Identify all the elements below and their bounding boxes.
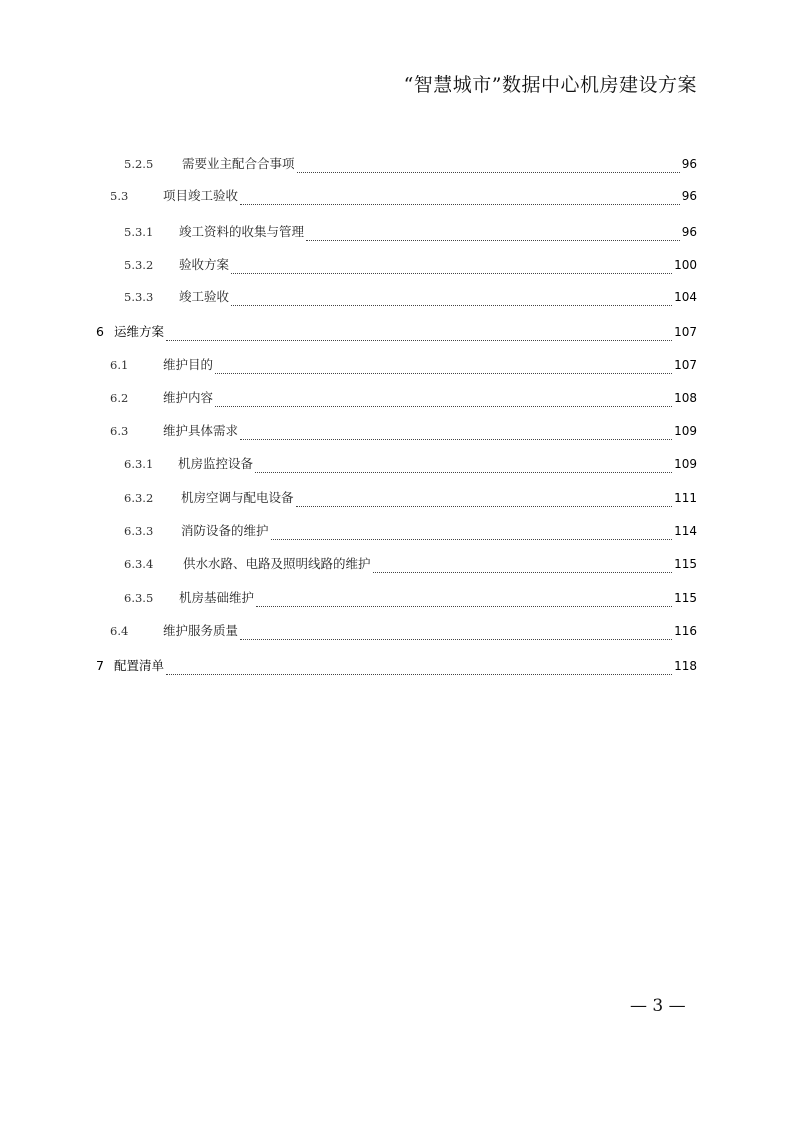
toc-entry-number: 6.4 <box>110 624 129 638</box>
toc-entry[interactable] <box>124 287 697 309</box>
toc-entry-page: 118 <box>674 659 697 673</box>
toc-entry-label: 配置清单 <box>114 658 165 673</box>
toc-entry-label: 消防设备的维护 <box>181 523 269 538</box>
page-number: — 3 — <box>630 996 686 1016</box>
toc-entry-page: 107 <box>674 325 697 339</box>
toc-entry-number: 6.3 <box>110 424 129 438</box>
toc-entry-page: 114 <box>674 524 697 538</box>
toc-entry-number: 5.3.2 <box>124 258 154 272</box>
toc-entry-number: 5.3 <box>110 189 129 203</box>
toc-entry[interactable] <box>96 322 697 344</box>
leader-dots <box>215 372 672 374</box>
toc-entry-number: 6 <box>96 324 104 339</box>
toc-entry-number: 6.3.2 <box>124 491 154 505</box>
toc-entry-page: 115 <box>674 591 697 605</box>
toc-entry-number: 5.3.3 <box>124 290 154 304</box>
toc-entry[interactable] <box>110 355 697 377</box>
leader-dots <box>256 605 672 607</box>
toc-entry-label: 项目竣工验收 <box>163 188 239 203</box>
toc-entry-page: 109 <box>674 424 697 438</box>
toc-entry-page: 109 <box>674 457 697 471</box>
toc-entry-label: 竣工资料的收集与管理 <box>179 224 305 239</box>
toc-entry-page: 108 <box>674 391 697 405</box>
toc-entry-label: 竣工验收 <box>179 289 230 304</box>
leader-dots <box>306 239 680 241</box>
leader-dots <box>296 505 673 507</box>
leader-dots <box>240 203 680 205</box>
toc-entry[interactable] <box>110 621 697 643</box>
toc-entry-page: 96 <box>681 157 697 171</box>
toc-entry[interactable] <box>124 588 697 610</box>
toc-entry-page: 107 <box>674 358 697 372</box>
toc-entry[interactable] <box>124 154 697 176</box>
toc-entry[interactable] <box>124 255 697 277</box>
toc-entry-label: 维护具体需求 <box>163 423 239 438</box>
toc-entry-page: 111 <box>674 491 697 505</box>
toc-entry-number: 6.3.1 <box>124 457 154 471</box>
toc-entry-label: 需要业主配合合事项 <box>182 156 295 171</box>
leader-dots <box>166 673 672 675</box>
leader-dots <box>240 438 672 440</box>
leader-dots <box>240 638 672 640</box>
toc-entry-label: 机房基础维护 <box>179 590 255 605</box>
leader-dots <box>166 339 672 341</box>
toc-entry-number: 6.1 <box>110 358 129 372</box>
leader-dots <box>373 571 673 573</box>
toc-entry-number: 6.3.3 <box>124 524 154 538</box>
toc-entry-page: 96 <box>681 225 697 239</box>
toc-entry-page: 100 <box>674 258 697 272</box>
toc-entry[interactable] <box>96 656 697 678</box>
toc-entry[interactable] <box>124 554 697 576</box>
toc-entry[interactable] <box>124 222 697 244</box>
leader-dots <box>215 405 672 407</box>
toc-entry-number: 6.3.4 <box>124 557 154 571</box>
leader-dots <box>255 471 672 473</box>
toc-entry-number: 5.3.1 <box>124 225 154 239</box>
toc-entry-page: 116 <box>674 624 697 638</box>
toc-entry[interactable] <box>124 488 697 510</box>
leader-dots <box>231 304 672 306</box>
toc-entry-label: 供水水路、电路及照明线路的维护 <box>183 556 371 571</box>
toc-entry[interactable] <box>124 454 697 476</box>
toc-entry-page: 115 <box>674 557 697 571</box>
toc-entry-page: 104 <box>674 290 697 304</box>
leader-dots <box>297 171 680 173</box>
toc-entry-label: 运维方案 <box>114 324 165 339</box>
leader-dots <box>271 538 673 540</box>
toc-entry-label: 机房空调与配电设备 <box>181 490 294 505</box>
leader-dots <box>231 272 672 274</box>
toc-entry[interactable] <box>110 388 697 410</box>
toc-entry-label: 维护服务质量 <box>163 623 239 638</box>
toc-entry[interactable] <box>124 521 697 543</box>
toc-entry-label: 维护目的 <box>163 357 214 372</box>
toc-entry-label: 维护内容 <box>163 390 214 405</box>
toc-entry-page: 96 <box>681 189 697 203</box>
toc-entry-number: 6.3.5 <box>124 591 154 605</box>
toc-entry-number: 6.2 <box>110 391 129 405</box>
toc-entry-number: 5.2.5 <box>124 157 154 171</box>
toc-entry[interactable] <box>110 186 697 208</box>
toc-entry-number: 7 <box>96 658 104 673</box>
toc-entry-label: 验收方案 <box>179 257 230 272</box>
toc-entry-label: 机房监控设备 <box>178 456 254 471</box>
document-header-title: “智慧城市”数据中心机房建设方案 <box>403 74 697 96</box>
toc-entry[interactable] <box>110 421 697 443</box>
